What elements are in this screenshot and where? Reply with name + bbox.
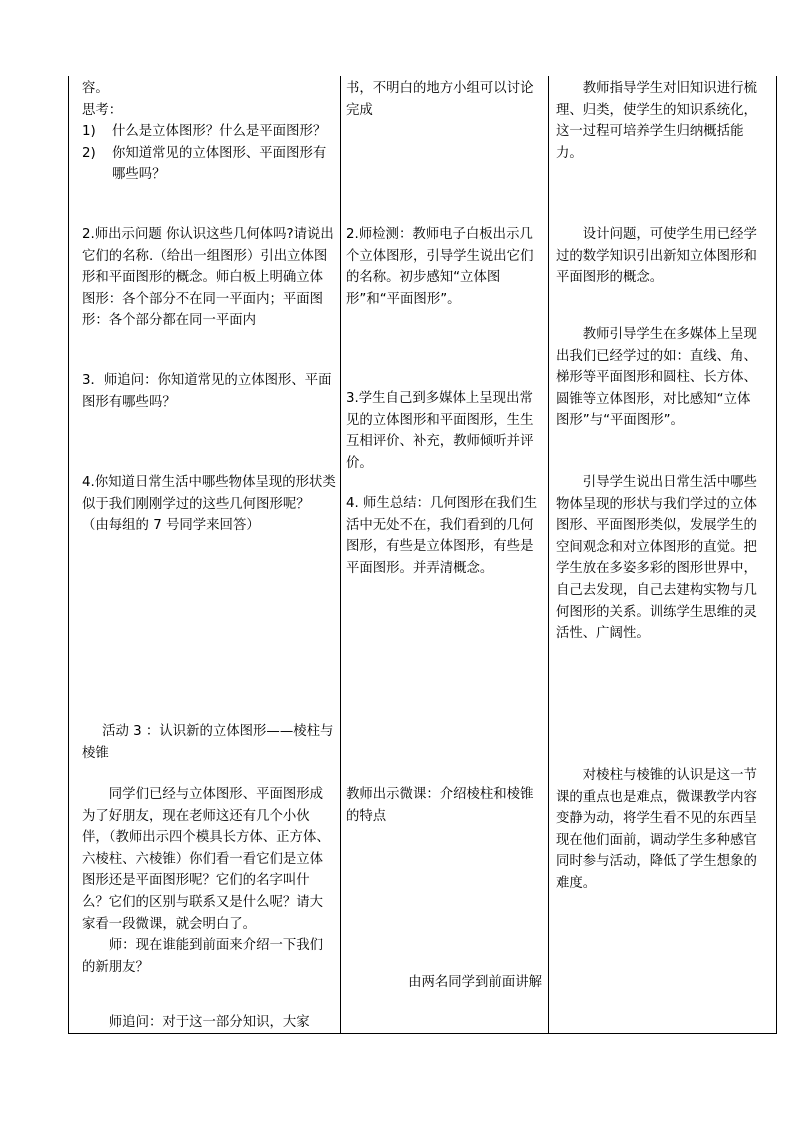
intent-paragraph-2: 设计问题，可使学生用已经学过的数学知识引出新知立体图形和平面图形的概念。 <box>556 227 757 286</box>
paragraph-2: 2.师出示问题 你认识这些几何体吗?请说出它们的名称.（给出一组图形）引出立体图形和平面图形的概念。师白板上明确立体图形：各个部分不在同一平面内；平面图形：各个部分都在同一平面内 <box>82 227 334 329</box>
paragraph-3: 3．师追问：你知道常见的立体图形、平面图形有哪些吗？ <box>82 373 332 410</box>
student-paragraph-3: 3.学生自己到多媒体上呈现出常见的立体图形和平面图形，生生互相评价、补充，教师倾听并评价。 <box>346 391 534 471</box>
intent-paragraph-5: 对棱柱与棱锥的认识是这一节课的重点也是难点，微课教学内容变静为动，将学生看不见的东西呈现在他们面前，调动学生多种感官同时参与活动，降低了学生想象的难度。 <box>556 768 757 891</box>
student-paragraph-5: 教师出示微课：介绍棱柱和棱锥的特点 <box>346 787 534 824</box>
intent-paragraph-1: 教师指导学生对旧知识进行梳理、归类，使学生的知识系统化，这一过程可培养学生归纳概括能力。 <box>556 81 757 161</box>
student-paragraph-2: 2.师检测：教师电子白板出示几个立体图形，引导学生说出它们的名称。初步感知“立体图形”和“平面图形”。 <box>346 227 534 307</box>
paragraph-4: 4.你知道日常生活中哪些物体呈现的形状类似于我们刚刚学过的这些几何图形呢？（由每组的 7 号同学来回答） <box>82 475 336 534</box>
question-2 <box>82 143 336 186</box>
question-1 <box>82 121 336 143</box>
question-1-number: 1) <box>82 124 96 140</box>
student-paragraph-4: 4. 师生总结：几何图形在我们生活中无处不在，我们看到的几何图形，有些是立体图形，有些是平面图形。并弄清概念。 <box>346 496 538 576</box>
student-paragraph-6: 由两名同学到前面讲解 <box>408 975 542 990</box>
paragraph-7: 师追问：对于这一部分知识，大家 <box>108 1015 310 1030</box>
paragraph-6: 师：现在谁能到前面来介绍一下我们的新朋友？ <box>82 938 324 975</box>
paragraph-5: 同学们已经与立体图形、平面图形成为了好朋友，现在老师这还有几个小伙伴，（教师出示四个模具长方体、正方体、六棱柱、六棱锥）你们看一看它们是立体图形还是平面图形呢？它们的名字叫什么？它们的区别与联系又是什么呢？请大家看一段微课，就会明白了。 <box>82 787 330 932</box>
question-2-number: 2) <box>82 145 96 161</box>
question-1-text: 什么是立体图形？什么是平面图形？ <box>112 124 327 140</box>
table-divider-2 <box>548 76 549 1034</box>
intent-paragraph-4: 引导学生说出日常生活中哪些物体呈现的形状与我们学过的立体图形、平面图形类似，发展学生的空间观念和对立体图形的直觉。把学生放在多姿多彩的图形世界中，自己去发现，自己去建构实物与几何图形的关系。训练学生思维的灵活性、广阔性。 <box>556 475 757 642</box>
student-paragraph-1: 书，不明白的地方小组可以讨论完成 <box>346 81 534 118</box>
intent-paragraph-3: 教师引导学生在多媒体上呈现出我们已经学过的如：直线、角、梯形等平面图形和圆柱、长方体、圆锥等立体图形，对比感知“立体图形”与“平面图形”。 <box>556 327 757 429</box>
table-divider-1 <box>340 76 341 1034</box>
question-2-text: 你知道常见的立体图形、平面图形有哪些吗？ <box>112 145 327 183</box>
text-sikao: 思考： <box>82 102 123 118</box>
activity-3-heading: 活动 3 ：认识新的立体图形——棱柱与棱锥 <box>82 724 334 761</box>
table-border-left <box>68 76 69 1034</box>
text-rong: 容。 <box>82 81 109 96</box>
table-border-right <box>776 76 777 1034</box>
